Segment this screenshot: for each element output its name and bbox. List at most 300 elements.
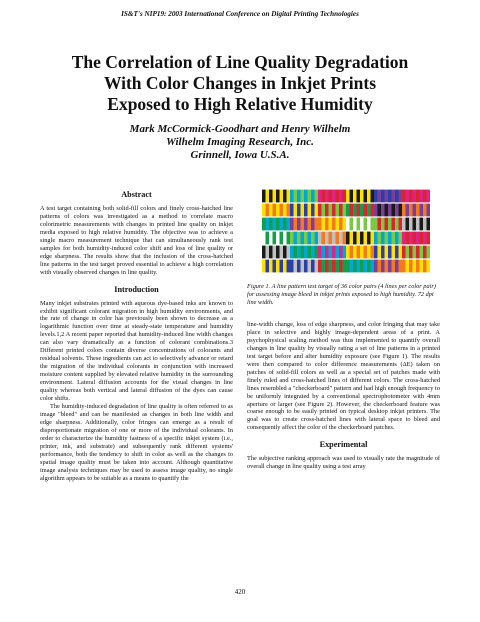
line-pattern-stripe	[392, 232, 396, 245]
line-pattern-stripe	[420, 218, 424, 231]
line-pattern-stripe	[336, 260, 340, 273]
line-pattern-stripe	[273, 260, 277, 273]
line-pattern-stripe	[304, 232, 308, 245]
line-pattern-stripe	[406, 190, 410, 203]
line-pattern-stripe	[325, 260, 329, 273]
line-pattern-stripe	[329, 190, 333, 203]
line-pattern-stripe	[294, 204, 298, 217]
line-pattern-stripe	[283, 246, 287, 259]
line-pattern-stripe	[297, 232, 301, 245]
line-pattern-stripe	[311, 246, 315, 259]
line-pattern-stripe	[287, 204, 291, 217]
line-pattern-stripe	[297, 246, 301, 259]
line-pattern-stripe	[416, 260, 420, 273]
abstract-heading: Abstract	[121, 190, 152, 199]
line-pattern-stripe	[399, 204, 403, 217]
line-pattern-stripe	[318, 232, 322, 245]
line-pattern-stripe	[353, 218, 357, 231]
line-pattern-stripe	[360, 204, 364, 217]
line-pattern-stripe	[413, 218, 417, 231]
experimental-heading: Experimental	[319, 440, 368, 450]
line-pattern-stripe	[283, 260, 287, 273]
line-pattern-stripe	[315, 204, 319, 217]
line-pattern-stripe	[322, 218, 326, 231]
line-pattern-stripe	[409, 260, 413, 273]
line-pattern-stripe	[420, 204, 424, 217]
line-pattern-stripe	[416, 204, 420, 217]
line-pattern-stripe	[290, 246, 294, 259]
line-pattern-stripe	[315, 232, 319, 245]
line-pattern-stripe	[322, 232, 326, 245]
line-pattern-stripe	[266, 232, 270, 245]
line-pattern-stripe	[367, 232, 371, 245]
line-pattern-stripe	[413, 232, 417, 245]
line-pattern-stripe	[290, 260, 294, 273]
line-pattern-stripe	[336, 204, 340, 217]
line-pattern-stripe	[311, 190, 315, 203]
line-pattern-stripe	[381, 232, 385, 245]
line-pattern-stripe	[262, 218, 266, 231]
line-pattern-stripe	[371, 232, 375, 245]
line-pattern-stripe	[290, 232, 294, 245]
line-pattern-stripe	[297, 260, 301, 273]
line-pattern-stripe	[266, 246, 270, 259]
line-pattern-stripe	[367, 218, 371, 231]
line-pattern-stripe	[420, 260, 424, 273]
line-pattern-stripe	[315, 260, 319, 273]
line-pattern-stripe	[332, 190, 336, 203]
line-pattern-stripe	[343, 190, 347, 203]
line-pattern-stripe	[343, 204, 347, 217]
line-pattern-stripe	[420, 232, 424, 245]
line-pattern-graphic	[262, 189, 430, 273]
line-pattern-stripe	[385, 232, 389, 245]
line-pattern-stripe	[371, 204, 375, 217]
line-pattern-stripe	[353, 204, 357, 217]
line-pattern-stripe	[311, 204, 315, 217]
line-pattern-stripe	[283, 190, 287, 203]
line-pattern-stripe	[374, 246, 378, 259]
line-pattern-stripe	[269, 204, 273, 217]
line-pattern-stripe	[378, 204, 382, 217]
line-pattern-stripe	[266, 190, 270, 203]
line-pattern-stripe	[336, 218, 340, 231]
line-pattern-stripe	[287, 246, 291, 259]
line-pattern-stripe	[290, 190, 294, 203]
line-pattern-stripe	[336, 190, 340, 203]
line-pattern-stripe	[311, 260, 315, 273]
line-pattern-stripe	[427, 190, 431, 203]
right-column-paragraph: line-width change, loss of edge sharpness, and color fringing that may take place in selective and highly image-dependent areas of a print. A psychophysical scaling method was thus implemented to quantify overall changes in line quality by visually rating a set of line patterns in a printed test target before and after humidity exposure (see Figure 1). The results were then compared to color difference measurements (ΔE) taken on patches of solid-fill colors as well as a special set of patches made with finely ruled and cross-hatched lines of different colors. The cross-hatched lines resembled a "checkerboard" pattern and had high enough frequency to be uniformly integrated by a conventional spectrophotometer with 4mm aperture or larger (see Figure 2). However, the checkerboard feature was coarse enough to be easily printed on typical desktop inkjet printers. The goal was to create cross-hatched lines with lateral space to bleed and consequently affect the color of the checkerboard patches.	[247, 321, 440, 432]
line-pattern-stripe	[269, 246, 273, 259]
line-pattern-stripe	[360, 232, 364, 245]
line-pattern-stripe	[399, 260, 403, 273]
line-pattern-stripe	[392, 246, 396, 259]
line-pattern-stripe	[262, 190, 266, 203]
line-pattern-stripe	[301, 218, 305, 231]
line-pattern-stripe	[339, 204, 343, 217]
line-pattern-stripe	[329, 246, 333, 259]
line-pattern-stripe	[346, 232, 350, 245]
line-pattern-stripe	[301, 260, 305, 273]
line-pattern-stripe	[381, 204, 385, 217]
line-pattern-stripe	[325, 218, 329, 231]
author-location: Grinnell, Iowa U.S.A.	[190, 149, 290, 161]
line-pattern-stripe	[280, 190, 284, 203]
line-pattern-stripe	[322, 190, 326, 203]
line-pattern-stripe	[381, 246, 385, 259]
line-pattern-stripe	[350, 218, 354, 231]
line-pattern-stripe	[325, 204, 329, 217]
line-pattern-stripe	[301, 204, 305, 217]
line-pattern-stripe	[423, 190, 427, 203]
line-pattern-stripe	[409, 190, 413, 203]
line-pattern-stripe	[353, 260, 357, 273]
line-pattern-stripe	[283, 232, 287, 245]
line-pattern-stripe	[346, 246, 350, 259]
line-pattern-stripe	[297, 204, 301, 217]
line-pattern-stripe	[388, 246, 392, 259]
line-pattern-stripe	[360, 246, 364, 259]
line-pattern-stripe	[336, 246, 340, 259]
line-pattern-stripe	[367, 190, 371, 203]
line-pattern-stripe	[297, 218, 301, 231]
left-column	[40, 190, 233, 483]
line-pattern-stripe	[420, 246, 424, 259]
figure-1-line-pattern-target	[262, 189, 430, 273]
line-pattern-stripe	[325, 246, 329, 259]
line-pattern-stripe	[402, 246, 406, 259]
line-pattern-stripe	[406, 204, 410, 217]
paper-title	[20, 52, 460, 115]
line-pattern-stripe	[423, 232, 427, 245]
line-pattern-stripe	[287, 190, 291, 203]
line-pattern-stripe	[315, 218, 319, 231]
line-pattern-stripe	[332, 204, 336, 217]
line-pattern-stripe	[350, 190, 354, 203]
line-pattern-stripe	[395, 204, 399, 217]
line-pattern-stripe	[353, 246, 357, 259]
line-pattern-stripe	[322, 246, 326, 259]
line-pattern-stripe	[392, 218, 396, 231]
line-pattern-stripe	[301, 232, 305, 245]
line-pattern-stripe	[346, 204, 350, 217]
line-pattern-stripe	[262, 260, 266, 273]
title-line-3: Exposed to High Relative Humidity	[107, 94, 373, 114]
line-pattern-stripe	[353, 190, 357, 203]
line-pattern-stripe	[427, 218, 431, 231]
line-pattern-stripe	[346, 218, 350, 231]
author-affiliation: Wilhelm Imaging Research, Inc.	[166, 136, 314, 148]
line-pattern-stripe	[416, 190, 420, 203]
line-pattern-stripe	[409, 232, 413, 245]
line-pattern-stripe	[416, 232, 420, 245]
line-pattern-stripe	[427, 204, 431, 217]
line-pattern-stripe	[280, 260, 284, 273]
line-pattern-stripe	[371, 246, 375, 259]
line-pattern-stripe	[420, 190, 424, 203]
line-pattern-stripe	[343, 260, 347, 273]
line-pattern-stripe	[423, 260, 427, 273]
line-pattern-stripe	[374, 190, 378, 203]
line-pattern-stripe	[287, 232, 291, 245]
line-pattern-stripe	[346, 190, 350, 203]
line-pattern-stripe	[374, 260, 378, 273]
line-pattern-stripe	[304, 260, 308, 273]
line-pattern-stripe	[357, 246, 361, 259]
line-pattern-stripe	[416, 246, 420, 259]
line-pattern-stripe	[301, 190, 305, 203]
line-pattern-stripe	[399, 190, 403, 203]
line-pattern-stripe	[273, 190, 277, 203]
line-pattern-stripe	[406, 218, 410, 231]
author-names: Mark McCormick-Goodhart and Henry Wilhelm	[129, 123, 351, 135]
line-pattern-stripe	[350, 246, 354, 259]
line-pattern-stripe	[266, 218, 270, 231]
line-pattern-stripe	[360, 260, 364, 273]
line-pattern-stripe	[280, 232, 284, 245]
line-pattern-stripe	[385, 190, 389, 203]
line-pattern-stripe	[308, 246, 312, 259]
line-pattern-stripe	[364, 218, 368, 231]
line-pattern-stripe	[329, 260, 333, 273]
line-pattern-stripe	[385, 204, 389, 217]
line-pattern-stripe	[322, 260, 326, 273]
line-pattern-stripe	[364, 260, 368, 273]
line-pattern-stripe	[343, 232, 347, 245]
line-pattern-stripe	[276, 204, 280, 217]
line-pattern-stripe	[294, 232, 298, 245]
line-pattern-stripe	[416, 218, 420, 231]
line-pattern-stripe	[427, 232, 431, 245]
line-pattern-stripe	[381, 260, 385, 273]
line-pattern-stripe	[290, 218, 294, 231]
line-pattern-stripe	[318, 218, 322, 231]
line-pattern-stripe	[413, 260, 417, 273]
line-pattern-stripe	[423, 246, 427, 259]
line-pattern-stripe	[343, 246, 347, 259]
line-pattern-stripe	[413, 246, 417, 259]
line-pattern-stripe	[339, 190, 343, 203]
line-pattern-stripe	[269, 190, 273, 203]
line-pattern-stripe	[273, 246, 277, 259]
experimental-text: The subjective ranking approach was used to visually rate the magnitude of overall change in line quality using a test array	[247, 455, 440, 471]
line-pattern-stripe	[364, 232, 368, 245]
line-pattern-stripe	[294, 218, 298, 231]
line-pattern-stripe	[395, 232, 399, 245]
line-pattern-stripe	[350, 232, 354, 245]
line-pattern-stripe	[308, 204, 312, 217]
introduction-paragraph-1: Many inkjet substrates printed with aqueous dye-based inks are known to exhibit significant colorant migration in high humidity environments, and the rate of change in color has previously been shown to decrease as a logarithmic function over time at steady-state temperature and humidity levels.1,2 A recent paper reported that humidity-induced line width changes can also vary dramatically as a function of colorant combinations.3 Different printed colors contain diverse concentrations of colorants and residual solvents. These ingredients can act to selectively advance or retard the migration of the individual colorants in conjunction with increased moisture content supplied by elevated relative humidity in the surrounding environment. Lateral diffusion accounts for the visual changes in line quality whereas both vertical and lateral diffusion of the dyes can cause color shifts.	[40, 299, 233, 403]
line-pattern-stripe	[276, 190, 280, 203]
line-pattern-stripe	[315, 246, 319, 259]
running-header: IS&T's NIP19: 2003 International Conference on Digital Printing Technologies	[121, 10, 359, 18]
line-pattern-stripe	[353, 232, 357, 245]
line-pattern-stripe	[308, 218, 312, 231]
line-pattern-stripe	[262, 246, 266, 259]
line-pattern-stripe	[269, 232, 273, 245]
line-pattern-stripe	[322, 204, 326, 217]
line-pattern-stripe	[269, 260, 273, 273]
line-pattern-stripe	[406, 246, 410, 259]
line-pattern-stripe	[297, 190, 301, 203]
line-pattern-stripe	[385, 218, 389, 231]
line-pattern-stripe	[388, 232, 392, 245]
line-pattern-stripe	[374, 232, 378, 245]
line-pattern-stripe	[294, 260, 298, 273]
line-pattern-stripe	[399, 218, 403, 231]
line-pattern-stripe	[287, 218, 291, 231]
line-pattern-stripe	[325, 190, 329, 203]
line-pattern-stripe	[357, 232, 361, 245]
line-pattern-stripe	[280, 204, 284, 217]
line-pattern-stripe	[318, 246, 322, 259]
line-pattern-stripe	[367, 204, 371, 217]
line-pattern-stripe	[392, 260, 396, 273]
line-pattern-stripe	[276, 260, 280, 273]
line-pattern-stripe	[371, 190, 375, 203]
line-pattern-stripe	[290, 204, 294, 217]
line-pattern-stripe	[339, 218, 343, 231]
line-pattern-stripe	[325, 232, 329, 245]
line-pattern-stripe	[423, 204, 427, 217]
line-pattern-stripe	[357, 204, 361, 217]
line-pattern-stripe	[283, 204, 287, 217]
line-pattern-stripe	[304, 190, 308, 203]
line-pattern-stripe	[395, 260, 399, 273]
title-line-2: With Color Changes in Inkjet Prints	[103, 73, 377, 93]
line-pattern-stripe	[318, 204, 322, 217]
line-pattern-stripe	[402, 232, 406, 245]
abstract-text: A test target containing both solid-fill colors and finely cross-hatched line patterns of colors was investigated as a method to correlate macro colorimetric measurements with changes in printed line quality on inkjet media exposed to high relative humidity. The objective was to achieve a single macro measurement technique that can simultaneously rank test samples for both humidity-induced color shift and loss of line quality or edge sharpness. The results show that the inclusion of the cross-hatched line patterns in the test target proved essential to achieve a high correlation with visually observed changes in line quality.	[40, 205, 233, 276]
line-pattern-stripe	[350, 204, 354, 217]
line-pattern-stripe	[402, 204, 406, 217]
line-pattern-stripe	[262, 232, 266, 245]
line-pattern-stripe	[402, 218, 406, 231]
line-pattern-stripe	[378, 218, 382, 231]
line-pattern-stripe	[329, 232, 333, 245]
line-pattern-stripe	[273, 204, 277, 217]
line-pattern-stripe	[266, 204, 270, 217]
line-pattern-stripe	[350, 260, 354, 273]
line-pattern-stripe	[308, 190, 312, 203]
line-pattern-stripe	[357, 218, 361, 231]
line-pattern-stripe	[423, 218, 427, 231]
line-pattern-stripe	[381, 218, 385, 231]
page-number: 420	[234, 588, 246, 596]
line-pattern-stripe	[329, 218, 333, 231]
line-pattern-stripe	[395, 190, 399, 203]
line-pattern-stripe	[385, 246, 389, 259]
line-pattern-stripe	[406, 232, 410, 245]
line-pattern-stripe	[399, 232, 403, 245]
line-pattern-stripe	[294, 190, 298, 203]
author-block	[20, 123, 460, 162]
line-pattern-stripe	[385, 260, 389, 273]
line-pattern-stripe	[364, 190, 368, 203]
line-pattern-stripe	[308, 232, 312, 245]
line-pattern-stripe	[301, 246, 305, 259]
line-pattern-stripe	[388, 260, 392, 273]
line-pattern-stripe	[367, 246, 371, 259]
line-pattern-stripe	[392, 190, 396, 203]
line-pattern-stripe	[311, 232, 315, 245]
line-pattern-stripe	[266, 260, 270, 273]
line-pattern-stripe	[427, 246, 431, 259]
figure-1-caption: Figure 1. A line pattern test target of 36 color pairs (4 lines per color pair) for assessing image bleed in inkjet prints exposed to high humidity. 72 dpi line width.	[247, 283, 436, 306]
line-pattern-stripe	[280, 246, 284, 259]
line-pattern-stripe	[339, 260, 343, 273]
line-pattern-stripe	[304, 218, 308, 231]
line-pattern-stripe	[364, 204, 368, 217]
line-pattern-stripe	[374, 218, 378, 231]
line-pattern-stripe	[395, 218, 399, 231]
line-pattern-stripe	[276, 218, 280, 231]
line-pattern-stripe	[276, 232, 280, 245]
right-column	[247, 321, 440, 471]
line-pattern-stripe	[332, 246, 336, 259]
line-pattern-stripe	[388, 204, 392, 217]
title-line-1: The Correlation of Line Quality Degradation	[71, 52, 409, 72]
line-pattern-stripe	[315, 190, 319, 203]
line-pattern-stripe	[413, 204, 417, 217]
line-pattern-stripe	[357, 260, 361, 273]
line-pattern-stripe	[283, 218, 287, 231]
line-pattern-stripe	[287, 260, 291, 273]
line-pattern-stripe	[399, 246, 403, 259]
line-pattern-stripe	[378, 232, 382, 245]
line-pattern-stripe	[304, 246, 308, 259]
line-pattern-stripe	[413, 190, 417, 203]
line-pattern-stripe	[364, 246, 368, 259]
line-pattern-stripe	[343, 218, 347, 231]
line-pattern-stripe	[294, 246, 298, 259]
line-pattern-stripe	[406, 260, 410, 273]
line-pattern-stripe	[339, 232, 343, 245]
line-pattern-stripe	[360, 190, 364, 203]
line-pattern-stripe	[395, 246, 399, 259]
line-pattern-stripe	[427, 260, 431, 273]
line-pattern-stripe	[336, 232, 340, 245]
line-pattern-stripe	[409, 218, 413, 231]
line-pattern-stripe	[304, 204, 308, 217]
line-pattern-stripe	[371, 218, 375, 231]
line-pattern-stripe	[346, 260, 350, 273]
line-pattern-stripe	[332, 260, 336, 273]
line-pattern-stripe	[367, 260, 371, 273]
introduction-heading: Introduction	[114, 284, 159, 294]
line-pattern-stripe	[388, 218, 392, 231]
line-pattern-stripe	[357, 190, 361, 203]
line-pattern-stripe	[311, 218, 315, 231]
line-pattern-stripe	[273, 218, 277, 231]
line-pattern-stripe	[402, 190, 406, 203]
line-pattern-stripe	[339, 246, 343, 259]
line-pattern-stripe	[332, 218, 336, 231]
line-pattern-stripe	[280, 218, 284, 231]
line-pattern-stripe	[332, 232, 336, 245]
line-pattern-stripe	[318, 190, 322, 203]
line-pattern-stripe	[402, 260, 406, 273]
line-pattern-stripe	[378, 246, 382, 259]
line-pattern-stripe	[318, 260, 322, 273]
line-pattern-stripe	[392, 204, 396, 217]
line-pattern-stripe	[381, 190, 385, 203]
line-pattern-stripe	[374, 204, 378, 217]
line-pattern-stripe	[371, 260, 375, 273]
line-pattern-stripe	[360, 218, 364, 231]
line-pattern-stripe	[276, 246, 280, 259]
